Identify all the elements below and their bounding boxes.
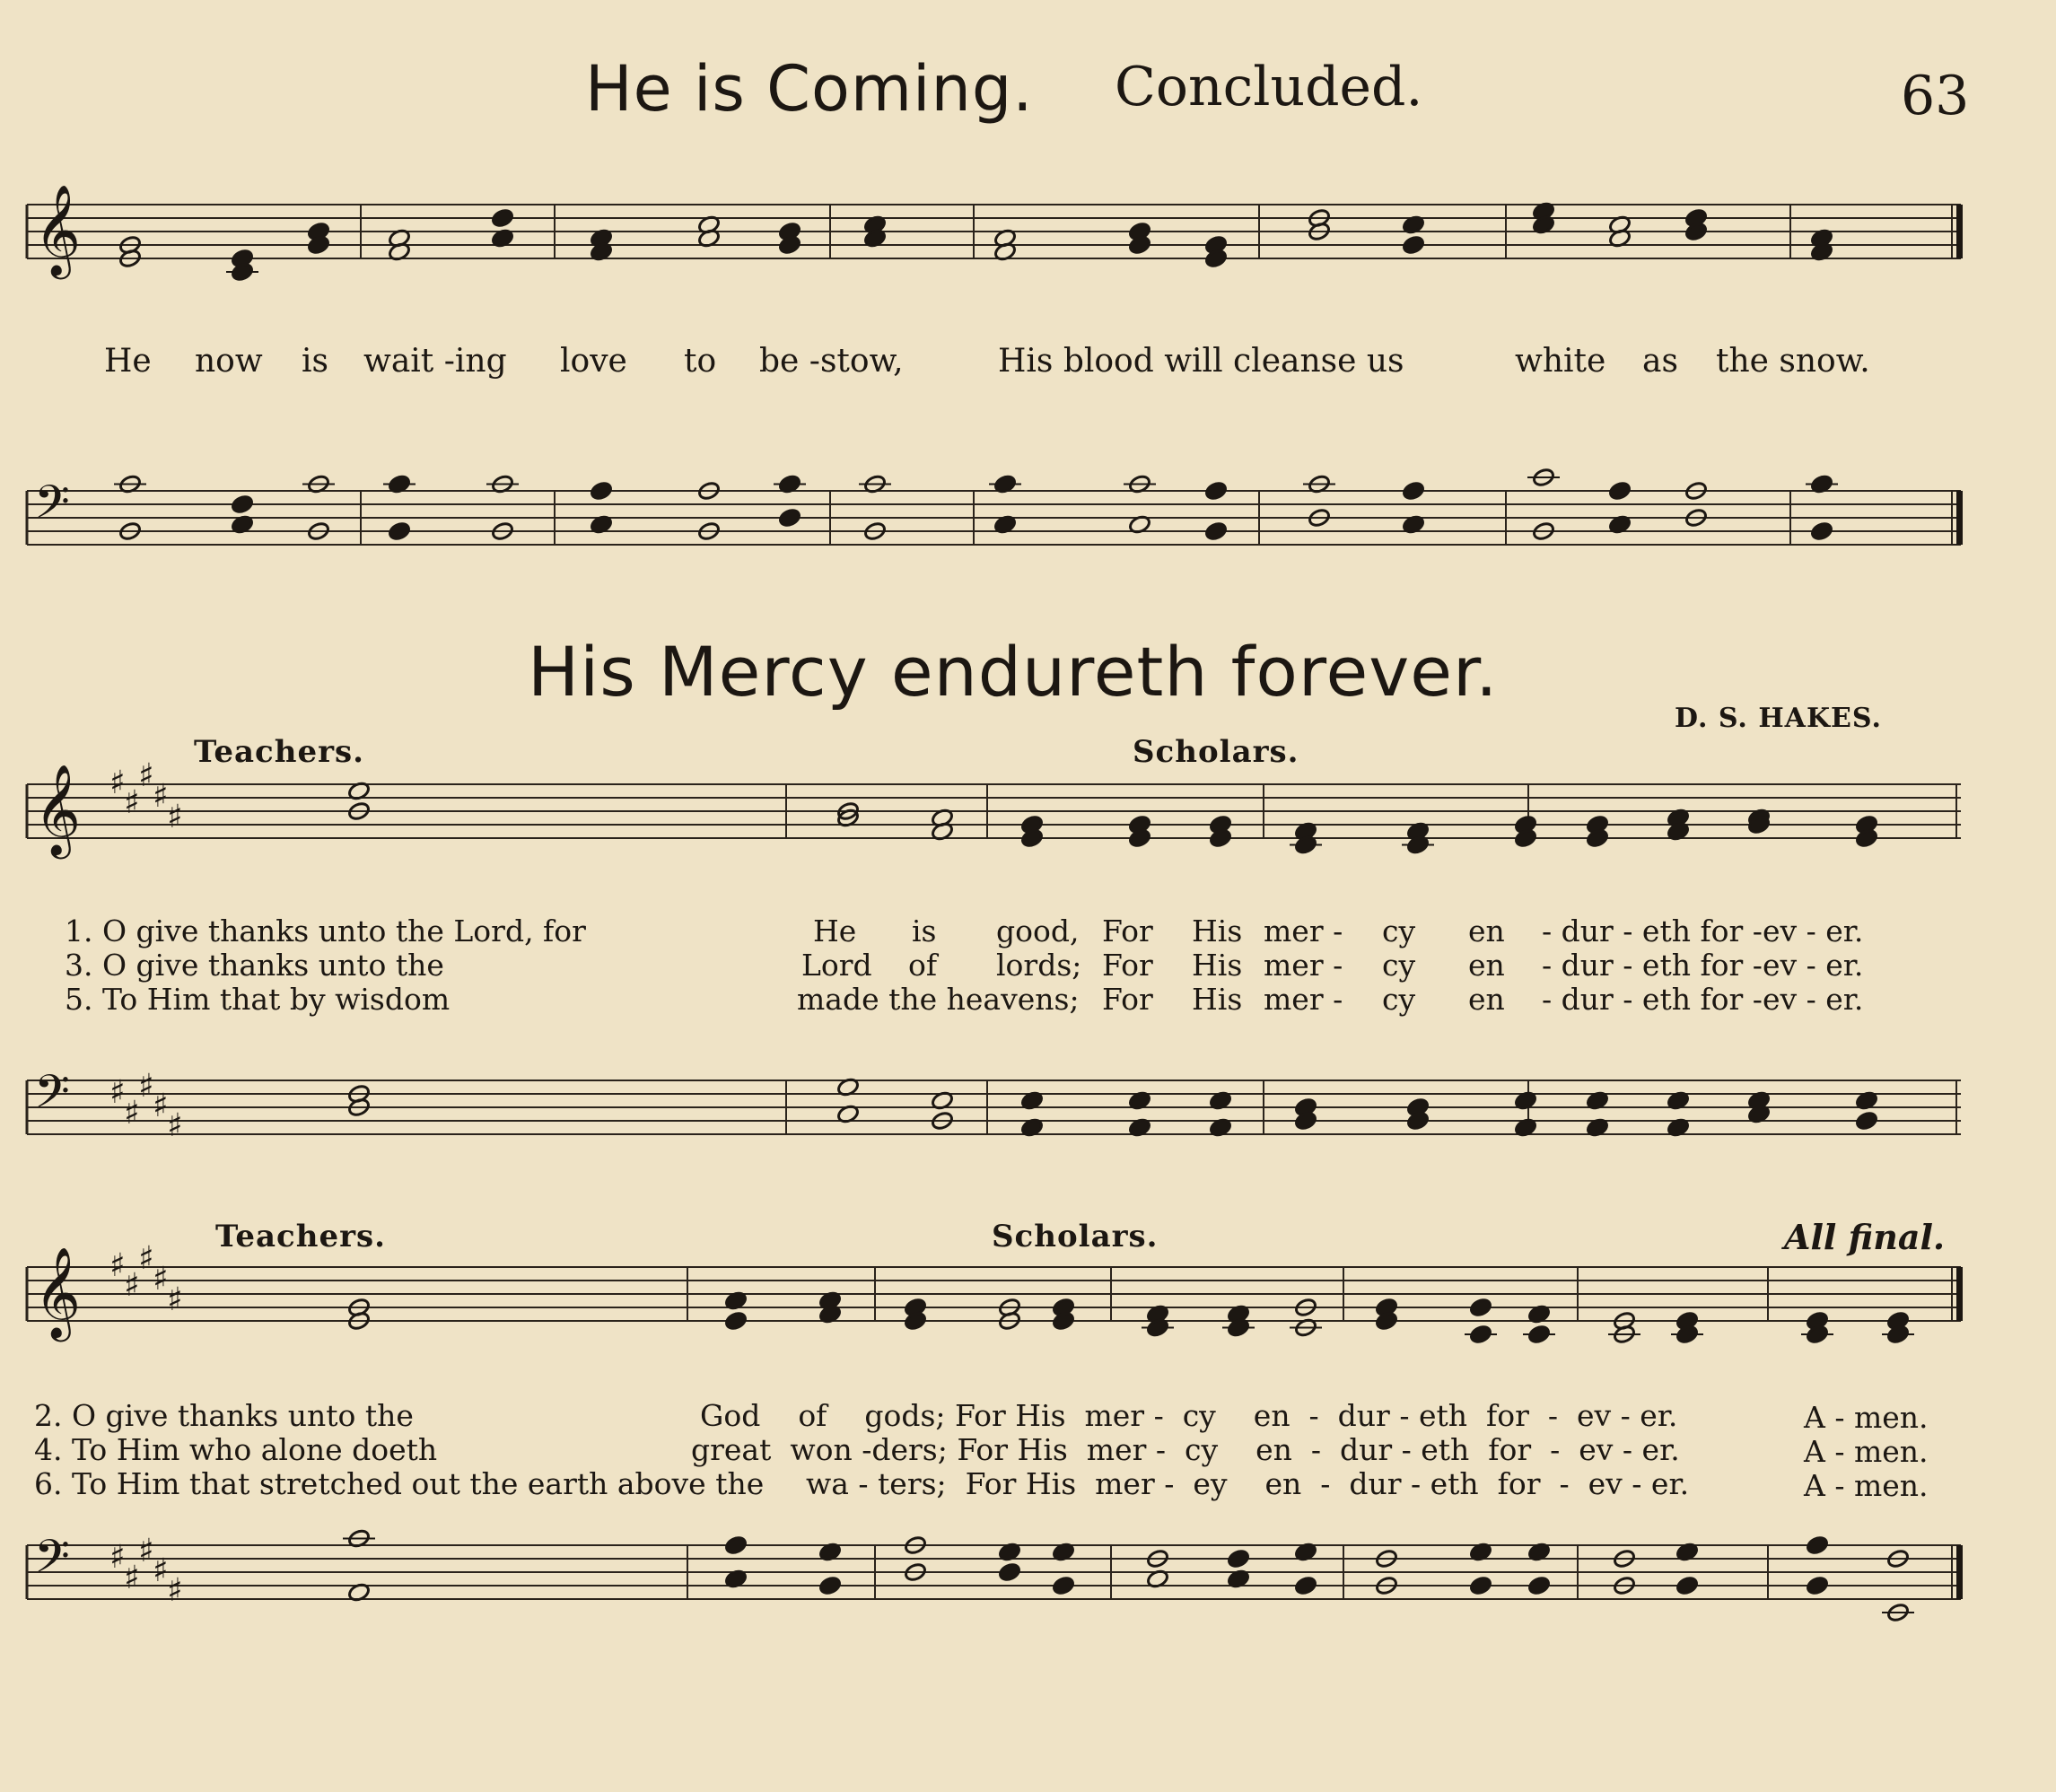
verse-teachers-line: 6. To Him that stretched out the earth above the	[34, 1466, 765, 1501]
sharp-sign: ♯	[109, 1074, 126, 1111]
amen-word: A - men.	[1804, 1400, 1929, 1435]
final-barline	[1956, 205, 1963, 258]
final-barline	[1956, 491, 1963, 545]
verse-teachers-line: 2. O give thanks unto the	[34, 1398, 414, 1433]
running-title: He is Coming.	[585, 52, 1034, 126]
sharp-sign: ♯	[124, 1560, 140, 1596]
lyric-word: - dur - eth for -ev - er.	[1542, 948, 1864, 983]
verse-teachers-line: 3. O give thanks unto the	[65, 948, 444, 983]
sharp-sign: ♯	[167, 1281, 183, 1318]
lyric-word: - dur - eth for -ev - er.	[1542, 982, 1864, 1017]
sharp-sign: ♯	[167, 1107, 183, 1144]
lyric-word: He	[813, 913, 857, 948]
bass-clef: 𝄢	[34, 1064, 70, 1130]
teachers-label: Teachers.	[215, 1219, 387, 1254]
lyric-word: mer -	[1264, 913, 1343, 948]
sharp-sign: ♯	[124, 1095, 140, 1132]
teachers-label: Teachers.	[194, 734, 365, 770]
lyric-word: en	[1468, 982, 1505, 1017]
lyric-word: be -stow,	[759, 343, 904, 380]
sharp-sign: ♯	[138, 1240, 154, 1277]
page-number: 63	[1901, 65, 1970, 127]
verse-teachers-line: 5. To Him that by wisdom	[65, 982, 451, 1017]
sharp-sign: ♯	[109, 765, 126, 801]
quarter-note	[1806, 1576, 1829, 1596]
song-title: His Mercy endureth forever.	[528, 632, 1499, 712]
lyric-word: good,	[996, 913, 1080, 948]
lyric-word: is	[302, 343, 328, 380]
lyric-word: the snow.	[1716, 343, 1870, 380]
scholars-label: Scholars.	[1133, 734, 1299, 770]
sharp-sign: ♯	[167, 799, 183, 835]
quarter-note	[231, 494, 254, 515]
final-barline	[1956, 1545, 1963, 1599]
quarter-note	[1855, 1111, 1878, 1132]
lyric-word: cy	[1382, 982, 1416, 1017]
quarter-note	[1675, 1576, 1699, 1596]
quarter-note	[1294, 1576, 1317, 1596]
verse-teachers-line: 4. To Him who alone doeth	[34, 1432, 438, 1467]
lyric-word: to	[684, 343, 717, 380]
quarter-note	[1204, 521, 1228, 542]
verse-scholars-line: God of gods; For His mer - cy en - dur - eth for - ev - er.	[700, 1398, 1678, 1433]
sharp-sign: ♯	[138, 1068, 154, 1105]
sharp-sign: ♯	[109, 1539, 126, 1576]
sharp-sign: ♯	[138, 1533, 154, 1569]
quarter-note	[724, 1311, 748, 1332]
quarter-note	[818, 1576, 842, 1596]
quarter-note	[724, 1535, 748, 1556]
treble-clef: 𝄞	[34, 1246, 82, 1338]
lyric-word: en	[1468, 913, 1505, 948]
amen-word: A - men.	[1804, 1468, 1929, 1503]
sharp-sign: ♯	[153, 1261, 169, 1298]
bass-clef: 𝄢	[34, 475, 70, 540]
lyric-word: mer -	[1264, 982, 1343, 1017]
all-final-label: All final.	[1784, 1217, 1946, 1257]
quarter-note	[1469, 1576, 1492, 1596]
lyric-word: He	[104, 343, 152, 380]
quarter-note	[1052, 1576, 1075, 1596]
lyric-word: His	[1192, 913, 1243, 948]
final-barline	[1956, 1267, 1963, 1321]
lyric-word: His	[1192, 948, 1243, 983]
bass-clef: 𝄢	[34, 1529, 70, 1595]
quarter-note	[1204, 481, 1228, 502]
composer-credit: D. S. HAKES.	[1675, 703, 1882, 734]
sharp-sign: ♯	[153, 1088, 169, 1124]
sharp-sign: ♯	[167, 1572, 183, 1609]
lyric-word: His blood will cleanse us	[998, 343, 1404, 380]
quarter-note	[1402, 481, 1425, 502]
quarter-note	[1527, 1576, 1551, 1596]
quarter-note	[1227, 1549, 1250, 1569]
quarter-note	[998, 1562, 1021, 1583]
sharp-sign: ♯	[153, 778, 169, 815]
sharp-sign: ♯	[124, 1267, 140, 1304]
amen-word: A - men.	[1804, 1434, 1929, 1469]
treble-clef: 𝄞	[34, 763, 82, 855]
lyric-word: For	[1102, 913, 1153, 948]
lyric-word: en	[1468, 948, 1505, 983]
lyric-word: white	[1515, 343, 1606, 380]
lyric-word: lords;	[996, 948, 1082, 983]
quarter-note	[388, 521, 411, 542]
verse-scholars-line: wa - ters; For His mer - ey en - dur - eth for - ev - er.	[806, 1466, 1690, 1501]
lyric-word: wait -ing	[363, 343, 507, 380]
lyric-word: now	[195, 343, 263, 380]
lyric-word: is	[912, 913, 937, 948]
lyric-word: love	[560, 343, 627, 380]
quarter-note	[1469, 1298, 1492, 1318]
lyric-word: as	[1642, 343, 1678, 380]
lyric-word: For	[1102, 982, 1153, 1017]
lyric-word: mer -	[1264, 948, 1343, 983]
lyric-word: of	[908, 948, 938, 983]
sharp-sign: ♯	[153, 1552, 169, 1589]
lyric-word: For	[1102, 948, 1153, 983]
scholars-label: Scholars.	[992, 1219, 1159, 1254]
treble-clef: 𝄞	[34, 183, 82, 275]
running-subtitle: Concluded.	[1115, 56, 1423, 118]
quarter-note	[590, 481, 613, 502]
sharp-sign: ♯	[138, 757, 154, 794]
lyric-word: Lord	[801, 948, 872, 983]
quarter-note	[1608, 481, 1632, 502]
quarter-note	[1806, 1535, 1829, 1556]
sharp-sign: ♯	[124, 784, 140, 821]
quarter-note	[1402, 235, 1425, 256]
lyric-word: cy	[1382, 913, 1416, 948]
sharp-sign: ♯	[109, 1247, 126, 1284]
quarter-note	[1810, 521, 1833, 542]
lyric-word: made the heavens;	[797, 982, 1080, 1017]
verse-teachers-line: 1. O give thanks unto the Lord, for	[65, 913, 586, 948]
quarter-note	[491, 208, 514, 229]
verse-scholars-line: great won -ders; For His mer - cy en - dur - eth for - ev - er.	[691, 1432, 1680, 1467]
lyric-word: - dur - eth for -ev - er.	[1542, 913, 1864, 948]
quarter-note	[778, 508, 801, 529]
lyric-word: His	[1192, 982, 1243, 1017]
lyric-word: cy	[1382, 948, 1416, 983]
